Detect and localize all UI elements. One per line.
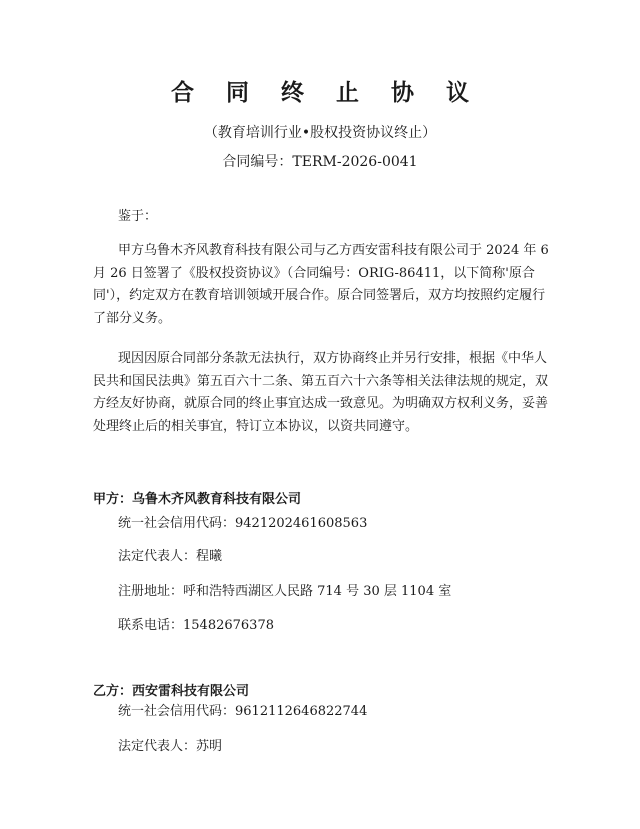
- party-b-heading: 乙方：西安雷科技有限公司: [93, 684, 250, 699]
- party-a-heading: 甲方：乌鲁木齐风教育科技有限公司: [93, 492, 302, 507]
- document-title: 合 同 终 止 协 议: [170, 80, 482, 106]
- whereas-label: 鉴于：: [118, 209, 158, 224]
- party-a-phone: 联系电话：15482676378: [118, 618, 274, 633]
- party-a-legal-rep: 法定代表人：程曦: [118, 549, 223, 564]
- paragraph-background: 甲方乌鲁木齐风教育科技有限公司与乙方西安雷科技有限公司于 2024 年 6 月 26 日签署了《股权投资协议》（合同编号：ORIG-86411，以下简称'原合同'），约定双方在教育培训领域开展合作。原合同签署后，双方均按照约定履行了部分义务。: [93, 243, 549, 326]
- party-a-address: 注册地址：呼和浩特西湖区人民路 714 号 30 层 1104 室: [118, 584, 452, 599]
- party-b-legal-rep: 法定代表人：苏明: [118, 739, 223, 754]
- paragraph-termination-reason: 现因因原合同部分条款无法执行，双方协商终止并另行安排，根据《中华人民共和国民法典》第五百六十二条、第五百六十六条等相关法律法规的规定，双方经友好协商，就原合同的终止事宜达成一致意见。为明确双方权利义务，妥善处理终止后的相关事宜，特订立本协议，以资共同遵守。: [93, 351, 549, 434]
- document-subtitle: （教育培训行业•股权投资协议终止）: [203, 125, 437, 141]
- party-b-credit-code: 统一社会信用代码：9612112646822744: [118, 704, 368, 719]
- contract-number: 合同编号：TERM-2026-0041: [222, 154, 418, 170]
- party-a-credit-code: 统一社会信用代码：9421202461608563: [118, 516, 368, 531]
